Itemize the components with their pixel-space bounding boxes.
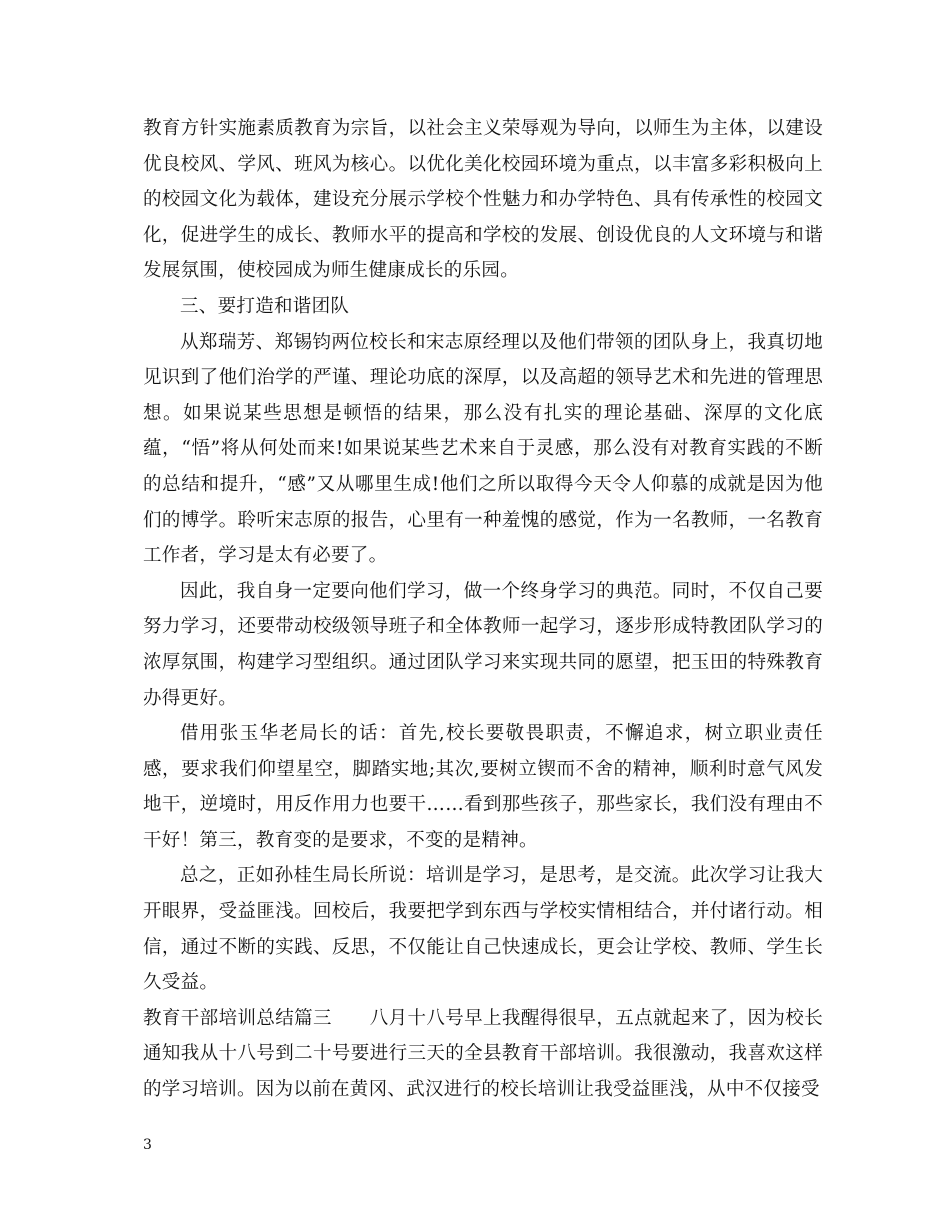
page-number: 3 bbox=[143, 1137, 152, 1153]
document-body bbox=[143, 111, 823, 1108]
section-heading-harmonious-team: 三、要打造和谐团队 bbox=[180, 295, 350, 317]
paragraph-learning-commitment: 因此，我自身一定要向他们学习，做一个终身学习的典范。同时，不仅自己要努力学习，还要带动校级领导班子和全体教师一起学习，逐步形成特教团队学习的浓厚氛围，构建学习型组织。通过团队学习来实现共同的愿望，把玉田的特殊教育办得更好。 bbox=[143, 580, 823, 709]
paragraph-conclusion: 总之，正如孙桂生局长所说：培训是学习，是思考，是交流。此次学习让我大开眼界，受益匪浅。回校后，我要把学到东西与学校实情相结合，并付诸行动。相信，通过不断的实践、反思，不仅能让自己快速成长，更会让学校、教师、学生长久受益。 bbox=[143, 865, 823, 994]
paragraph-part-three: 教育干部培训总结篇三 八月十八号早上我醒得很早，五点就起来了，因为校长通知我从十八号到二十号要进行三天的全县教育干部培训。我很激动，我喜欢这样的学习培训。因为以前在黄冈、武汉进行的校长培训让我受益匪浅，从中不仅接受 bbox=[143, 1007, 823, 1101]
paragraph-team-observation: 从郑瑞芳、郑锡钧两位校长和宋志原经理以及他们带领的团队身上，我真切地见识到了他们治学的严谨、理论功底的深厚，以及高超的领导艺术和先进的管理思想。如果说某些思想是顿悟的结果，那么没有扎实的理论基础、深厚的文化底蕴，“悟”将从何处而来!如果说某些艺术来自于灵感，那么没有对教育实践的不断的总结和提升，“感”又从哪里生成!他们之所以取得今天令人仰慕的成就是因为他们的博学。聆听宋志原的报告，心里有一种羞愧的感觉，作为一名教师，一名教育工作者，学习是太有必要了。 bbox=[143, 331, 823, 567]
paragraph-intro: 教育方针实施素质教育为宗旨，以社会主义荣辱观为导向，以师生为主体，以建设优良校风、学风、班风为核心。以优化美化校园环境为重点，以丰富多彩积极向上的校园文化为载体，建设充分展示学校个性魅力和办学特色、具有传承性的校园文化，促进学生的成长、教师水平的提高和学校的发展、创设优良的人文环境与和谐发展氛围，使校园成为师生健康成长的乐园。 bbox=[143, 118, 823, 282]
paragraph-quote: 借用张玉华老局长的话：首先,校长要敬畏职责，不懈追求，树立职业责任感，要求我们仰望星空，脚踏实地;其次,要树立锲而不舍的精神，顺利时意气风发地干，逆境时，用反作用力也要干……看到那些孩子，那些家长，我们没有理由不干好！第三，教育变的是要求，不变的是精神。 bbox=[143, 723, 823, 851]
